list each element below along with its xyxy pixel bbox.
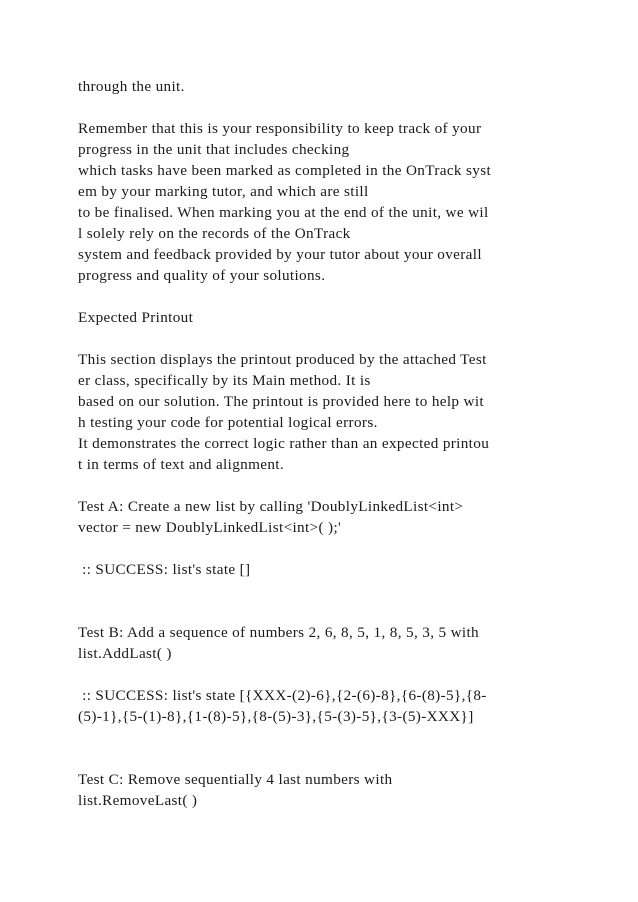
test-a-result: :: SUCCESS: list's state [] <box>78 561 251 578</box>
test-c-description: list.RemoveLast( ) <box>78 792 198 809</box>
blank-line <box>78 664 598 685</box>
blank-line <box>78 538 598 559</box>
text-line: This section displays the printout produced by the attached Test <box>78 351 487 368</box>
test-b-result: (5)-1},{5-(1)-8},{1-(8)-5},{8-(5)-3},{5-(3)-5},{3-(5)-XXX}] <box>78 708 474 725</box>
text-line: er class, specifically by its Main method. It is <box>78 372 371 389</box>
blank-line <box>78 475 598 496</box>
text-line: progress and quality of your solutions. <box>78 267 326 284</box>
test-a-description: vector = new DoublyLinkedList<int>( );' <box>78 519 342 536</box>
section-heading: Expected Printout <box>78 309 194 326</box>
text-line: through the unit. <box>78 78 185 95</box>
blank-line <box>78 580 598 601</box>
text-line: l solely rely on the records of the OnTrack <box>78 225 351 242</box>
blank-line <box>78 328 598 349</box>
blank-line <box>78 727 598 748</box>
text-line: Remember that this is your responsibility to keep track of your <box>78 120 482 137</box>
test-b-description: Test B: Add a sequence of numbers 2, 6, 8, 5, 1, 8, 5, 3, 5 with <box>78 624 479 641</box>
blank-line <box>78 748 598 769</box>
text-line: system and feedback provided by your tutor about your overall <box>78 246 482 263</box>
blank-line <box>78 601 598 622</box>
text-line: progress in the unit that includes checking <box>78 141 350 158</box>
test-b-description: list.AddLast( ) <box>78 645 172 662</box>
text-line: It demonstrates the correct logic rather than an expected printou <box>78 435 490 452</box>
test-b-result: :: SUCCESS: list's state [{XXX-(2)-6},{2-(6)-8},{6-(8)-5},{8- <box>78 687 487 704</box>
text-line: t in terms of text and alignment. <box>78 456 284 473</box>
blank-line <box>78 97 598 118</box>
text-line: which tasks have been marked as completed in the OnTrack syst <box>78 162 492 179</box>
text-line: em by your marking tutor, and which are still <box>78 183 369 200</box>
test-a-description: Test A: Create a new list by calling 'DoublyLinkedList<int> <box>78 498 464 515</box>
document-body <box>78 76 598 811</box>
text-line: to be finalised. When marking you at the end of the unit, we wil <box>78 204 489 221</box>
text-line: based on our solution. The printout is provided here to help wit <box>78 393 484 410</box>
text-line: h testing your code for potential logical errors. <box>78 414 378 431</box>
blank-line <box>78 286 598 307</box>
test-c-description: Test C: Remove sequentially 4 last numbers with <box>78 771 393 788</box>
